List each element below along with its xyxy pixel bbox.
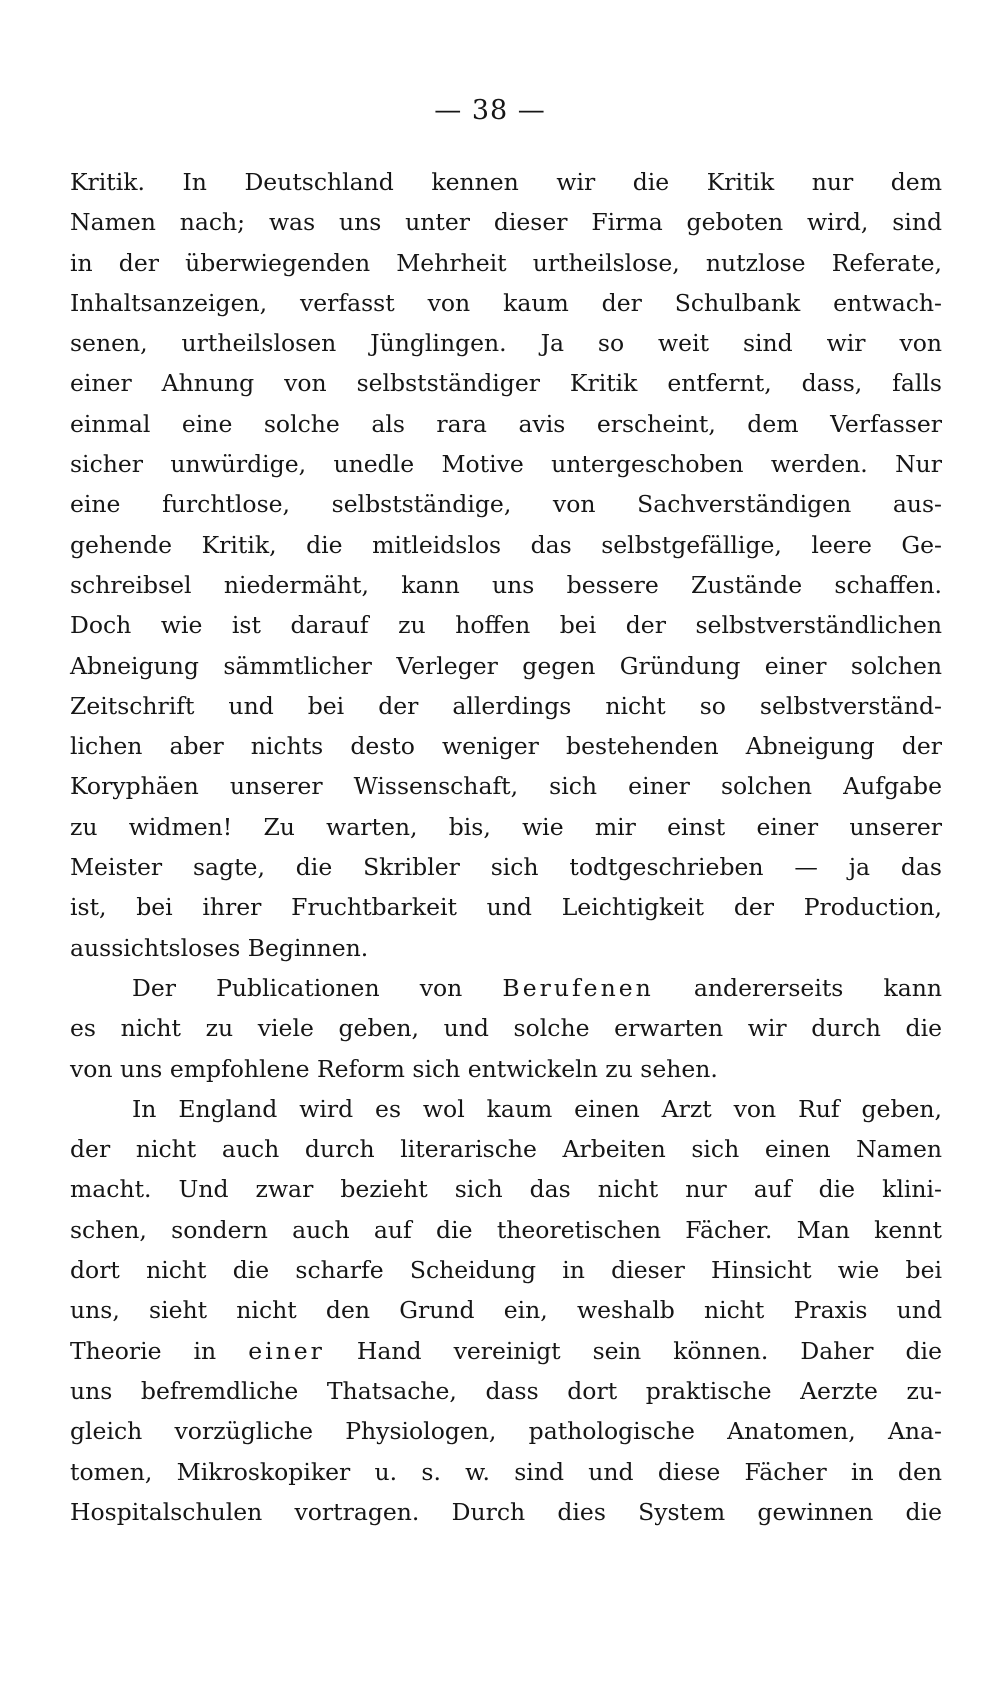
- text-line: der nicht auch durch literarische Arbeiten sich einen Namen: [70, 1135, 942, 1164]
- text-line: gleich vorzügliche Physiologen, pathologische Anatomen, Ana-: [70, 1417, 942, 1446]
- text-line: senen, urtheilslosen Jünglingen. Ja so weit sind wir von: [70, 329, 942, 358]
- text-line: zu widmen! Zu warten, bis, wie mir einst einer unserer: [70, 812, 942, 841]
- text-line: gehende Kritik, die mitleidslos das selbstgefällige, leere Ge-: [70, 530, 942, 559]
- text-line: einer Ahnung von selbstständiger Kritik entfernt, dass, falls: [70, 369, 942, 398]
- text-line: [70, 1331, 942, 1371]
- emphasized-word: Berufenen: [502, 973, 654, 1002]
- text-line: tomen, Mikroskopiker u. s. w. sind und diese Fächer in den: [70, 1457, 942, 1486]
- text-line: schen, sondern auch auf die theoretischen Fächer. Man kennt: [70, 1215, 942, 1244]
- text-line: Kritik. In Deutschland kennen wir die Kritik nur dem: [70, 168, 942, 196]
- page-number: — 38 —: [434, 95, 546, 126]
- text-segment: Theorie in: [70, 1336, 249, 1365]
- text-line: ist, bei ihrer Fruchtbarkeit und Leichtigkeit der Production,: [70, 893, 942, 922]
- text-line: In England wird es wol kaum einen Arzt von Ruf geben,: [132, 1094, 942, 1123]
- text-line: schreibsel niedermäht, kann uns bessere Zustände schaffen.: [70, 570, 942, 599]
- text-line: macht. Und zwar bezieht sich das nicht nur auf die klini-: [70, 1175, 942, 1204]
- text-line: sicher unwürdige, unedle Motive untergeschoben werden. Nur: [70, 450, 942, 479]
- text-line: dort nicht die scharfe Scheidung in dieser Hinsicht wie bei: [70, 1256, 942, 1285]
- text-line: aussichtsloses Beginnen.: [70, 933, 369, 962]
- text-line: uns, sieht nicht den Grund ein, weshalb nicht Praxis und: [70, 1296, 942, 1325]
- text-line: lichen aber nichts desto weniger bestehenden Abneigung der: [70, 732, 942, 761]
- text-segment: Hand vereinigt sein können. Daher die: [324, 1336, 942, 1365]
- text-line: Namen nach; was uns unter dieser Firma geboten wird, sind: [70, 208, 942, 237]
- text-line: in der überwiegenden Mehrheit urtheilslose, nutzlose Referate,: [70, 248, 942, 277]
- text-line: von uns empfohlene Reform sich entwickeln zu sehen.: [70, 1054, 718, 1083]
- text-segment: Der Publicationen von: [132, 973, 503, 1002]
- text-line: Inhaltsanzeigen, verfasst von kaum der Schulbank entwach-: [70, 288, 942, 317]
- text-segment: andererseits kann: [653, 973, 942, 1002]
- emphasized-word: einer: [248, 1336, 325, 1365]
- text-line: Hospitalschulen vortragen. Durch dies System gewinnen die: [70, 1497, 942, 1526]
- text-line: es nicht zu viele geben, und solche erwarten wir durch die: [70, 1014, 942, 1043]
- text-line: Koryphäen unserer Wissenschaft, sich einer solchen Aufgabe: [70, 772, 942, 801]
- text-line: [70, 968, 942, 1008]
- body-text: [70, 162, 942, 1532]
- text-line: Doch wie ist darauf zu hoffen bei der selbstverständlichen: [70, 611, 942, 640]
- text-line: einmal eine solche als rara avis erscheint, dem Verfasser: [70, 409, 942, 438]
- text-line: Zeitschrift und bei der allerdings nicht so selbstverständ-: [70, 691, 942, 720]
- text-line: Meister sagte, die Skribler sich todtgeschrieben — ja das: [70, 853, 942, 882]
- text-line: Abneigung sämmtlicher Verleger gegen Gründung einer solchen: [70, 651, 942, 680]
- text-line: eine furchtlose, selbstständige, von Sachverständigen aus-: [70, 490, 942, 519]
- text-line: uns befremdliche Thatsache, dass dort praktische Aerzte zu-: [70, 1376, 942, 1405]
